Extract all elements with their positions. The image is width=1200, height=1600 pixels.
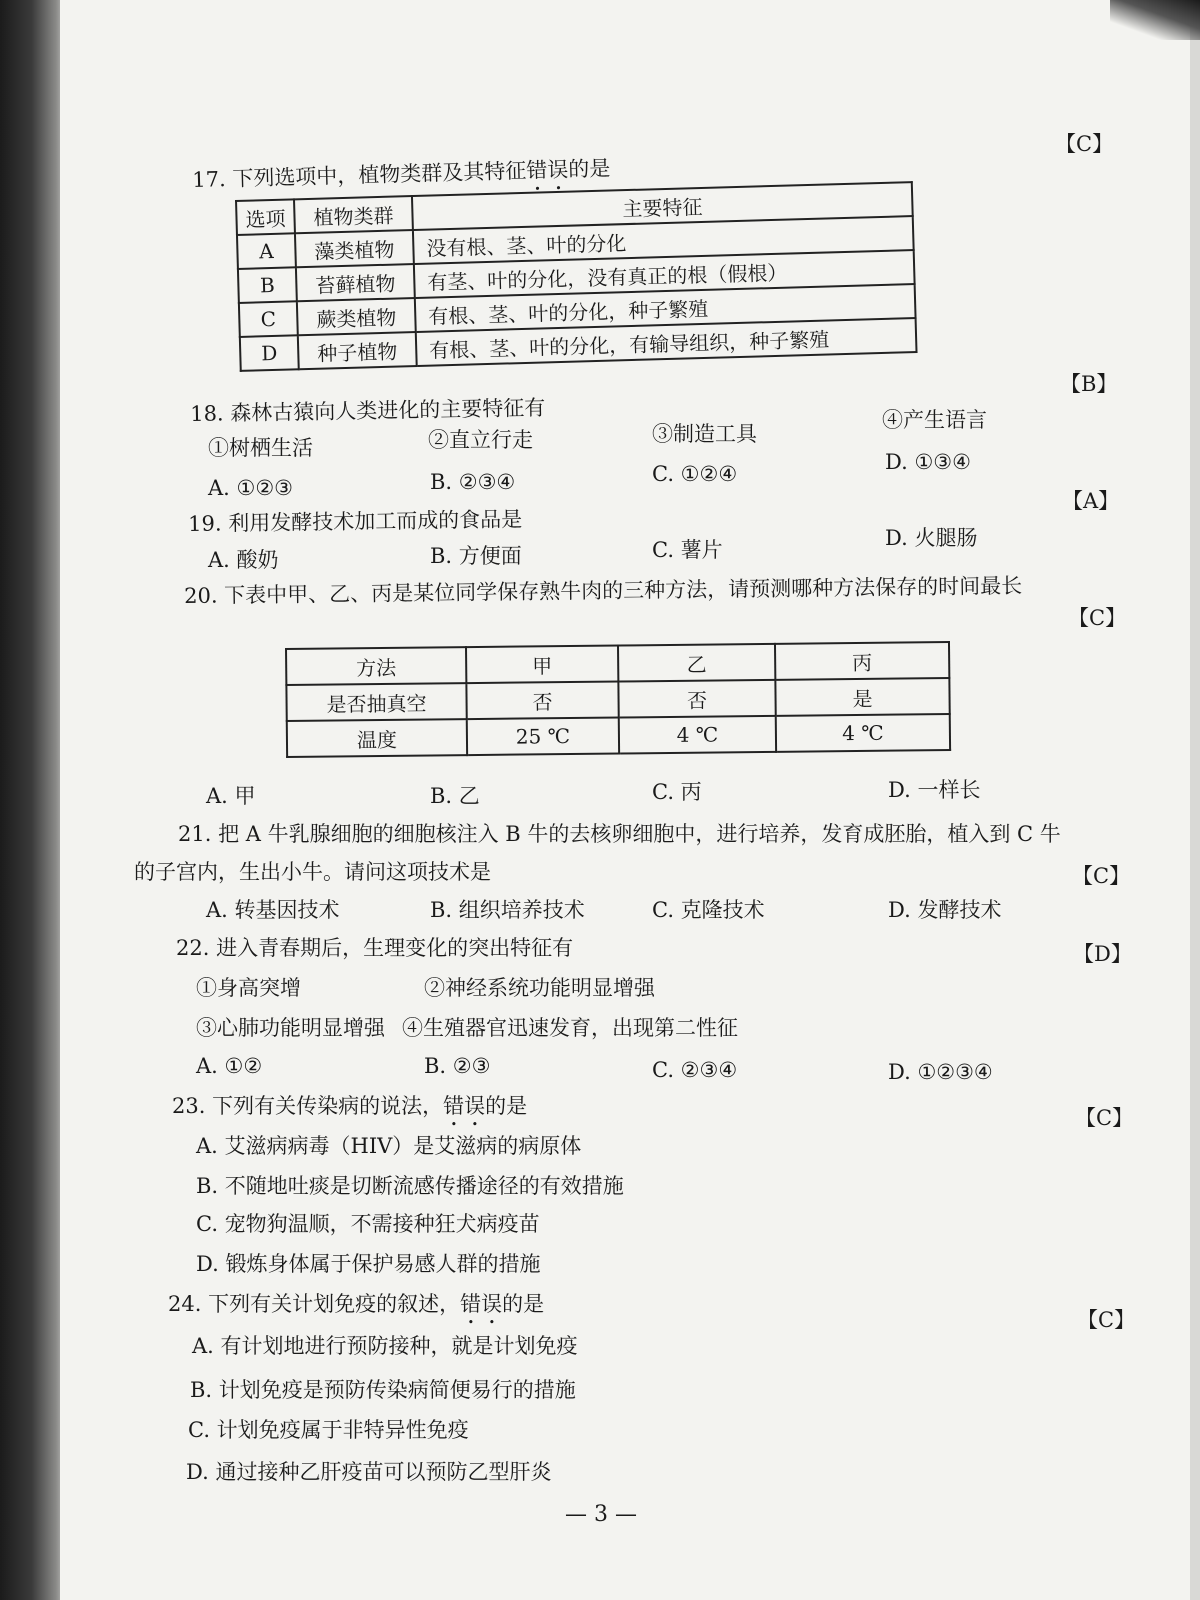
q24-stem: [168, 1292, 544, 1329]
table-cell: 方法: [286, 647, 466, 685]
q20-table: [285, 641, 951, 758]
q17-stem-c: 的是: [567, 156, 611, 182]
q21-option-b: B. 组织培养技术: [430, 898, 585, 922]
table-cell: 温度: [287, 719, 467, 757]
answer-q18: 【A】: [1062, 489, 1120, 513]
q18-item: ④产生语言: [882, 408, 987, 432]
table-cell: 蕨类植物: [297, 298, 416, 335]
page-shadow-corner: [1110, 0, 1200, 40]
q22-option-b: B. ②③: [424, 1054, 491, 1078]
q20-option-a: A. 甲: [206, 784, 256, 808]
q21-option-d: D. 发酵技术: [888, 898, 1002, 922]
answer-q17: 【B】: [1060, 372, 1118, 396]
table-cell: B: [238, 267, 297, 303]
q18-item: ③制造工具: [652, 422, 757, 446]
q19-option-c: C. 薯片: [652, 538, 723, 562]
q23-option-d: D. 锻炼身体属于保护易感人群的措施: [196, 1252, 541, 1276]
q19-option-b: B. 方便面: [430, 544, 522, 568]
table-cell: 没有根、茎、叶的分化: [413, 216, 914, 264]
table-cell: 有根、茎、叶的分化，种子繁殖: [415, 284, 916, 332]
q23-stem-c: 的是: [485, 1094, 528, 1118]
table-cell: D: [240, 335, 299, 371]
q23-stem: [172, 1094, 527, 1131]
q23-option-c: C. 宠物狗温顺，不需接种狂犬病疫苗: [196, 1212, 540, 1236]
table-cell: 有茎、叶的分化，没有真正的根（假根）: [414, 250, 915, 298]
q20-option-d: D. 一样长: [888, 778, 981, 802]
answer-q20: 【C】: [1068, 606, 1127, 630]
table-cell: 甲: [466, 646, 618, 684]
answer-q23: 【C】: [1075, 1106, 1134, 1130]
q18-stem: 18. 森林古猿向人类进化的主要特征有: [190, 395, 546, 426]
table-row: [287, 714, 950, 757]
table-cell: 是: [775, 678, 949, 716]
q24-option-b: B. 计划免疫是预防传染病简便易行的措施: [190, 1378, 576, 1402]
q18-option-a: A. ①②③: [208, 476, 293, 500]
q22-item: ③心肺功能明显增强: [196, 1016, 385, 1040]
table-cell: 种子植物: [298, 332, 417, 369]
answer-q16: 【C】: [1055, 132, 1114, 156]
q21-option-a: A. 转基因技术: [206, 898, 340, 922]
q18-option-b: B. ②③④: [430, 470, 516, 494]
q19-stem: 19. 利用发酵技术加工而成的食品是: [188, 507, 523, 536]
answer-q22: 【D】: [1073, 942, 1132, 966]
q22-item: ④生殖器官迅速发育，出现第二性征: [402, 1016, 738, 1040]
q18-option-c: C. ①②④: [652, 462, 738, 486]
q22-stem: 22. 进入青春期后，生理变化的突出特征有: [176, 936, 574, 960]
table-header-cell: 植物类群: [294, 196, 413, 233]
table-cell: 否: [466, 682, 618, 720]
q17-stem-a: 17. 下列选项中，植物类群及其特征: [192, 158, 527, 192]
table-cell: 藻类植物: [295, 230, 414, 267]
q24-option-d: D. 通过接种乙肝疫苗可以预防乙型肝炎: [186, 1460, 552, 1484]
q23-option-b: B. 不随地吐痰是切断流感传播途径的有效措施: [196, 1174, 624, 1198]
q17-table: [235, 181, 918, 372]
q22-option-a: A. ①②: [196, 1054, 263, 1078]
q17-stem-emphasis: 错误: [525, 157, 569, 183]
q20-option-c: C. 丙: [652, 780, 702, 804]
q20-stem: 20. 下表中甲、乙、丙是某位同学保存熟牛肉的三种方法，请预测哪种方法保存的时间最长: [184, 573, 1023, 608]
q23-stem-emphasis: 错误: [443, 1094, 486, 1118]
q18-item: ②直立行走: [428, 428, 533, 452]
q22-option-c: C. ②③④: [652, 1058, 738, 1082]
q24-option-c: C. 计划免疫属于非特异性免疫: [188, 1418, 469, 1442]
table-cell: 是否抽真空: [286, 683, 466, 721]
q24-stem-c: 的是: [502, 1292, 545, 1316]
q22-item: ②神经系统功能明显增强: [424, 976, 655, 1000]
q24-stem-emphasis: 错误: [460, 1292, 503, 1316]
table-cell: C: [239, 301, 298, 337]
table-header-cell: 选项: [236, 199, 295, 235]
q24-option-a: A. 有计划地进行预防接种，就是计划免疫: [192, 1334, 578, 1358]
page-number: — 3 —: [565, 1502, 637, 1527]
answer-q21: 【C】: [1072, 864, 1131, 888]
table-cell: 25 ℃: [467, 718, 619, 756]
table-cell: 4 ℃: [776, 714, 950, 752]
q18-item: ①树栖生活: [208, 436, 313, 460]
q19-option-d: D. 火腿肠: [885, 526, 978, 550]
table-cell: A: [237, 233, 296, 269]
q23-stem-a: 23. 下列有关传染病的说法，: [172, 1094, 444, 1118]
table-header-cell: 主要特征: [412, 182, 913, 230]
q21-stem-line1: 21. 把 A 牛乳腺细胞的细胞核注入 B 牛的去核卵细胞中，进行培养，发育成胚胎，植入到 C 牛: [178, 822, 1061, 846]
q19-option-a: A. 酸奶: [208, 548, 279, 572]
q24-stem-a: 24. 下列有关计划免疫的叙述，: [168, 1292, 461, 1316]
answer-q24: 【C】: [1077, 1308, 1136, 1332]
table-cell: 苔藓植物: [296, 264, 415, 301]
table-cell: 丙: [775, 642, 949, 680]
table-cell: 4 ℃: [619, 716, 776, 754]
table-cell: 否: [618, 680, 775, 718]
table-cell: 乙: [618, 644, 775, 682]
q21-option-c: C. 克隆技术: [652, 898, 765, 922]
q22-item: ①身高突增: [196, 976, 301, 1000]
q18-option-d: D. ①③④: [885, 450, 971, 474]
q21-stem-line2: 的子宫内，生出小牛。请问这项技术是: [134, 860, 491, 884]
table-cell: 有根、茎、叶的分化，有输导组织，种子繁殖: [416, 318, 917, 366]
q20-option-b: B. 乙: [430, 784, 480, 808]
q22-option-d: D. ①②③④: [888, 1060, 993, 1084]
q23-option-a: A. 艾滋病病毒（HIV）是艾滋病的病原体: [196, 1134, 582, 1158]
